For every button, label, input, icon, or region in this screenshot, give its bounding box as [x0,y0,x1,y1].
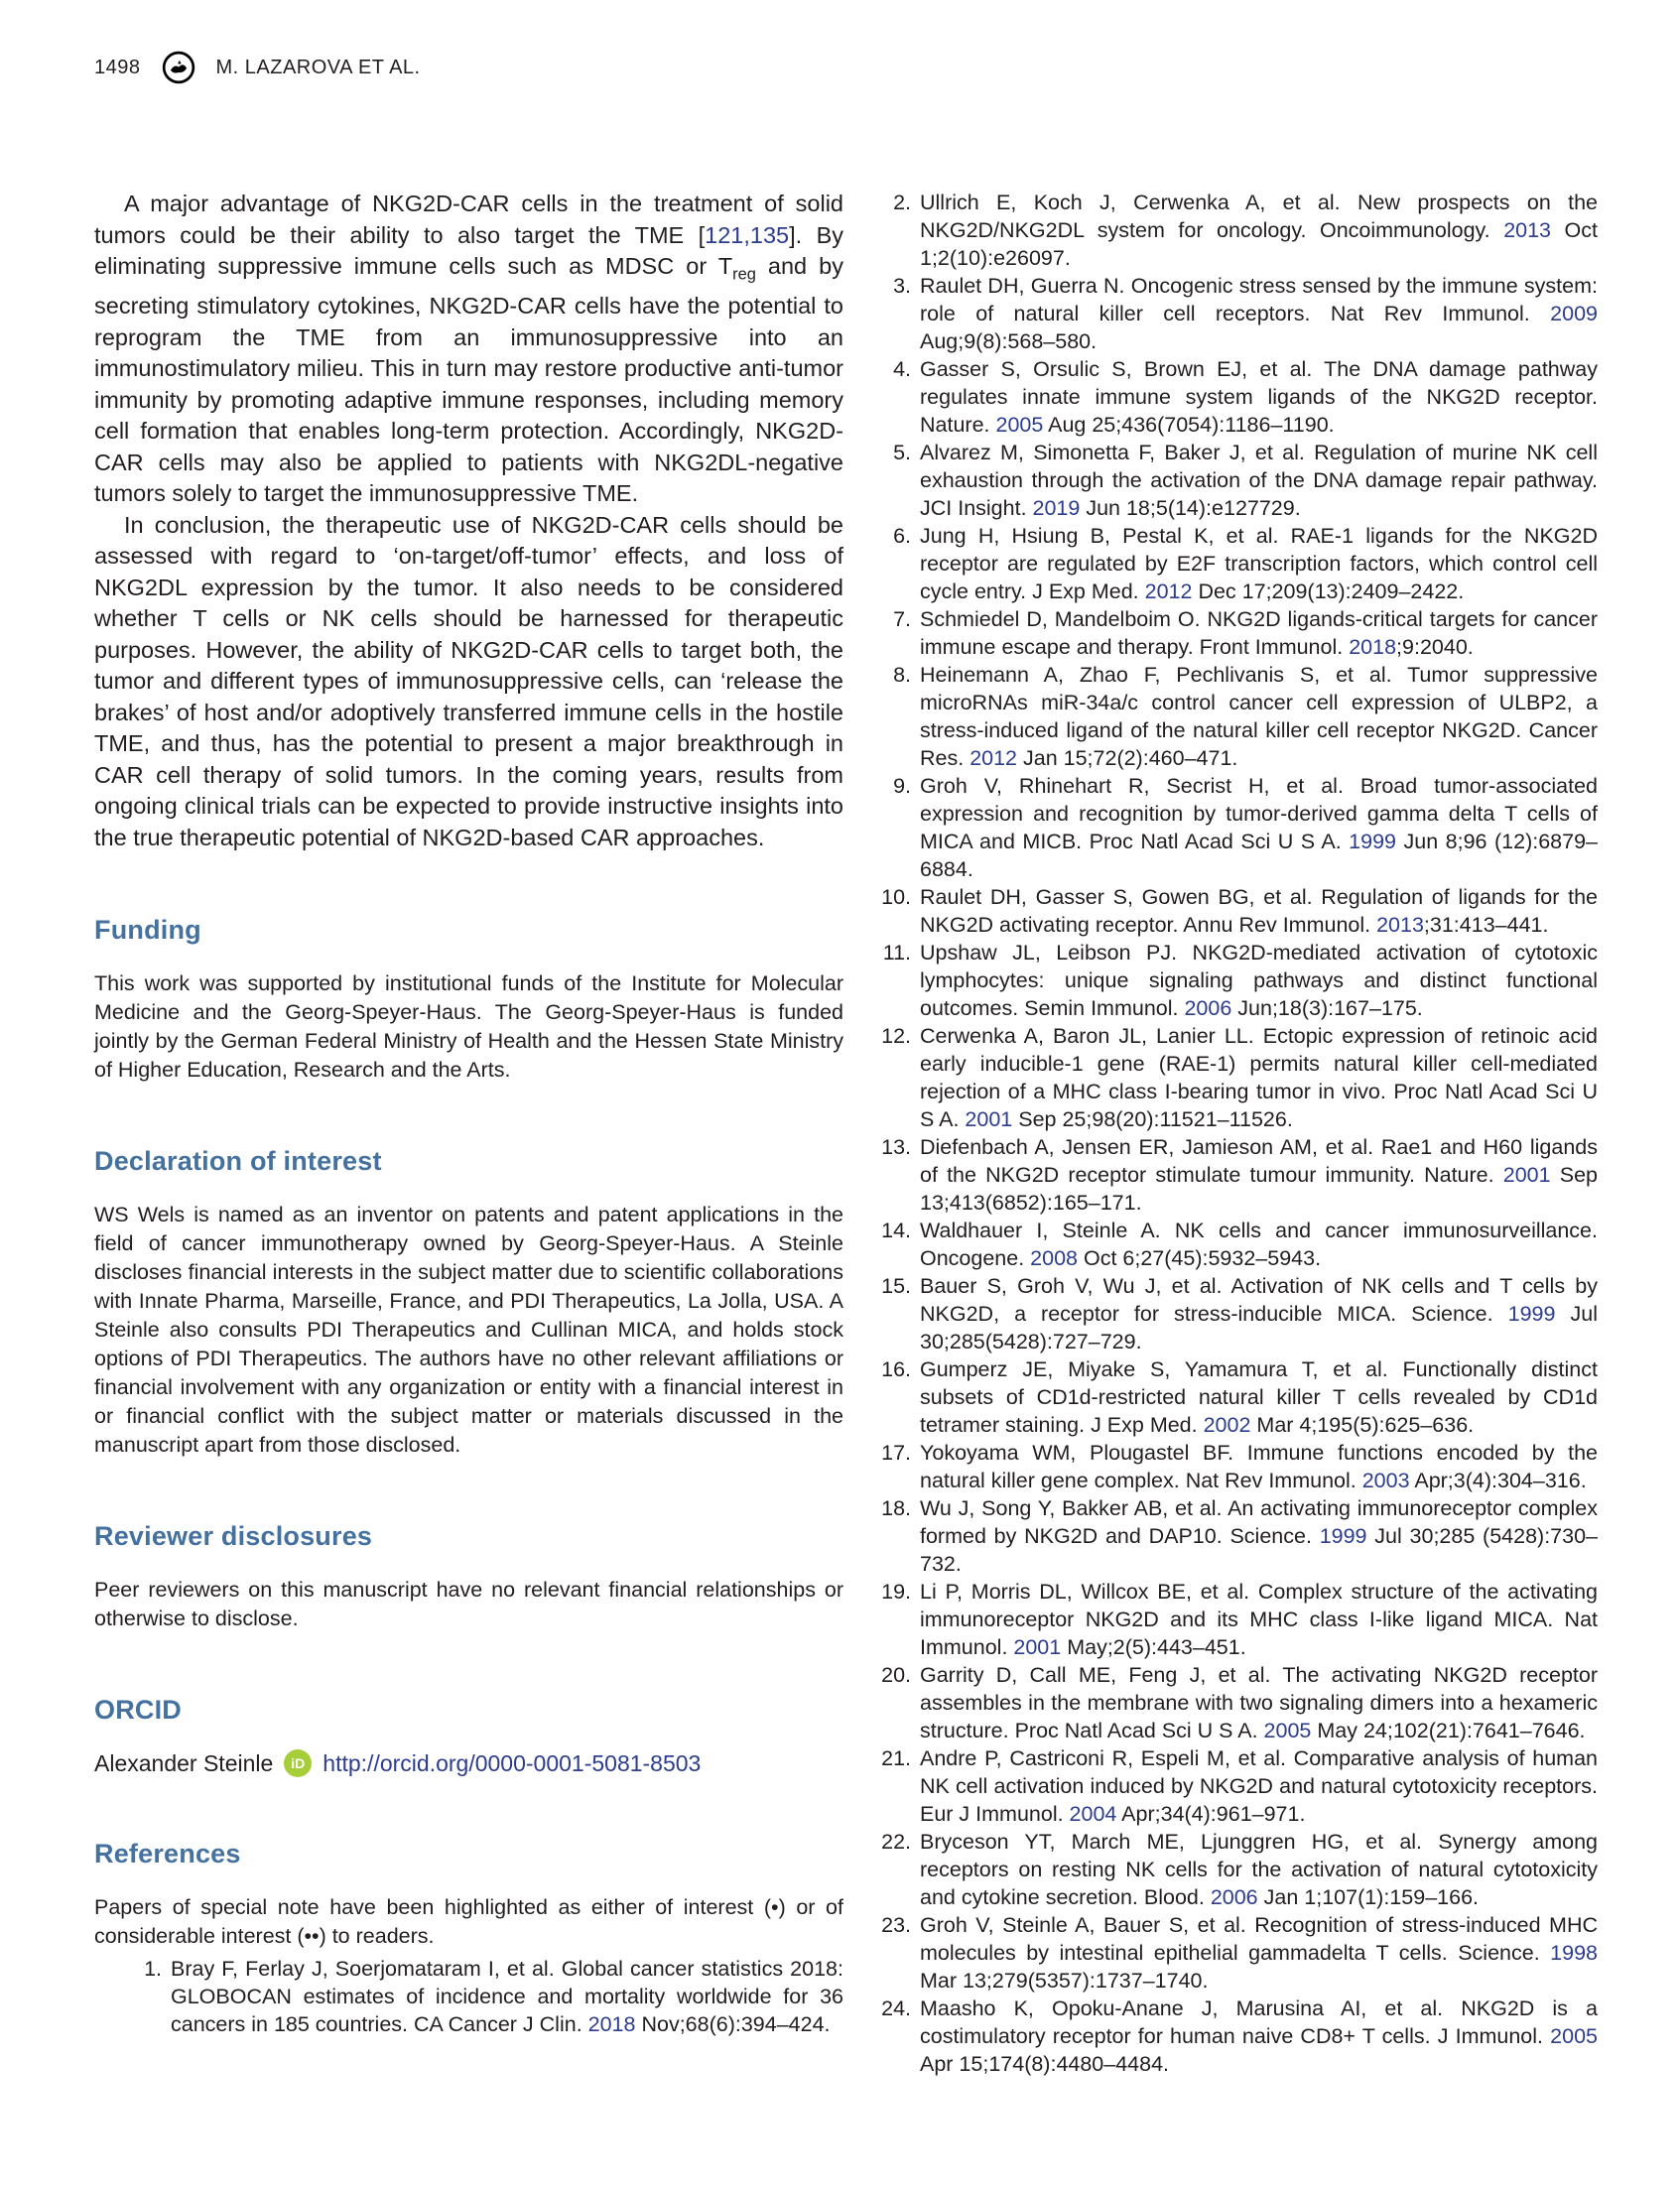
reference-year-link[interactable]: 2006 [1210,1885,1258,1909]
reference-item [873,355,1598,439]
reference-text [171,1955,843,2038]
reference-item [873,1022,1598,1133]
reference-number: 6. [893,524,911,548]
reference-item [873,1744,1598,1828]
reference-text [920,1911,1598,1995]
orcid-entry [94,1749,843,1777]
reference-year-link[interactable]: 2018 [1349,635,1397,659]
reference-text [920,1439,1598,1494]
reference-citation-segment: Raulet DH, Gasser S, Gowen BG, et al. Regulation of ligands for the NKG2D activating receptor. Annu Rev Immunol. [920,885,1598,937]
reference-year-link[interactable]: 2018 [587,2012,636,2037]
reference-citation-segment: Jul 30;285 (5428):730–732. [920,1524,1599,1576]
references-note: Papers of special note have been highlighted as either of interest (•) or of considerable interest (••) to readers. [94,1895,843,1949]
reference-citation-segment: Groh V, Steinle A, Bauer S, et al. Recognition of stress-induced MHC molecules by intestinal epithelial gammadelta T cells. Science. [920,1913,1598,1965]
funding-heading: Funding [94,915,201,946]
reference-number: 8. [893,663,911,687]
reference-number: 19. [881,1580,911,1604]
reference-citation-segment: Groh V, Rhinehart R, Secrist H, et al. Broad tumor-associated expression and recognition by tumor-derived gamma delta T cells of MICA and MICB. Proc Natl Acad Sci U S A. [920,774,1598,853]
page-number: 1498 [94,56,141,78]
reference-year-link[interactable]: 2001 [1502,1163,1551,1187]
reference-item [873,1439,1598,1494]
section-funding [94,915,843,1085]
reference-item [873,1578,1598,1661]
reference-number: 2. [893,191,911,214]
intro-paragraph-1 [94,189,843,510]
reference-year-link[interactable]: 1999 [1319,1524,1367,1548]
reference-citation-segment: Oct 6;27(45):5932–5943. [1078,1246,1322,1270]
reference-number: 23. [881,1913,911,1937]
reference-citation-segment: Andre P, Castriconi R, Espeli M, et al. Comparative analysis of human NK cell activation induced by NKG2D and natural cytotoxicity receptors. Eur J Immunol. [920,1746,1598,1826]
reference-citation-segment: Waldhauer I, Steinle A. NK cells and cancer immunosurveillance. Oncogene. [920,1219,1598,1270]
running-header [94,50,1598,85]
section-reviewer-disclosures [94,1521,843,1633]
reference-item [873,1828,1598,1911]
reference-item [873,1911,1598,1995]
reference-citation-segment: May;2(5):443–451. [1061,1635,1246,1659]
reference-text [920,272,1598,355]
reference-text [920,772,1598,883]
reference-item [873,1217,1598,1272]
section-orcid [94,1695,843,1777]
reference-citation-segment: Wu J, Song Y, Bakker AB, et al. An activating immunoreceptor complex formed by NKG2D and DAP10. Science. [920,1496,1598,1548]
reference-number: 21. [881,1746,911,1770]
reference-number: 22. [881,1830,911,1854]
reference-item [873,439,1598,522]
reference-item [873,1661,1598,1744]
reference-number: 4. [893,357,911,381]
section-references [94,1839,843,2038]
paragraph-segment: ]. By eliminating suppressive immune cells such as MDSC or T [94,221,843,279]
reference-citation-segment: Heinemann A, Zhao F, Pechlivanis S, et al. Tumor suppressive microRNAs miR-34a/c control cancer cell expression of ULBP2, a stress-induced ligand of the natural killer cell receptor NKG2D. Cancer Res. [920,663,1598,770]
reference-citation-segment: Maasho K, Opoku-Anane J, Marusina AI, et al. NKG2D is a costimulatory receptor for human naive CD8+ T cells. J Immunol. [920,1996,1598,2048]
reference-text [920,1828,1598,1911]
reference-year-link[interactable]: 2019 [1032,496,1081,520]
funding-text: This work was supported by institutional funds of the Institute for Molecular Medicine and the Georg-Speyer-Haus. The Georg-Speyer-Haus is funded jointly by the German Federal Ministry of Health and the Hessen State Ministry of Higher Education, Research and the Arts. [94,971,843,1083]
reference-text [920,1355,1598,1439]
reference-number: 10. [881,885,911,909]
reference-citation-segment: Jun 8;96 (12):6879–6884. [920,830,1598,881]
right-column [873,189,1598,2078]
reference-item [873,272,1598,355]
reference-text [920,1578,1598,1661]
reference-citation-segment: Alvarez M, Simonetta F, Baker J, et al. Regulation of murine NK cell exhaustion through the activation of the DNA damage repair pathway. JCI Insight. [920,441,1598,520]
reference-number: 13. [881,1135,911,1159]
orcid-id-icon: iD [284,1749,312,1777]
reference-number: 20. [881,1663,911,1687]
reference-year-link[interactable]: 2008 [1030,1246,1079,1270]
taylor-francis-logo-icon [161,50,196,85]
reference-citation-segment: Apr 15;174(8):4480–4484. [920,2052,1170,2076]
reference-citation-segment: Diefenbach A, Jensen ER, Jamieson AM, et al. Rae1 and H60 ligands of the NKG2D receptor stimulate tumour immunity. Nature. [920,1135,1598,1187]
reference-citation-segment: Aug 25;436(7054):1186–1190. [1043,413,1335,437]
reference-text [920,661,1598,772]
reference-citation-segment: Jung H, Hsiung B, Pestal K, et al. RAE-1 ligands for the NKG2D receptor are regulated by E2F transcription factors, which control cell cycle entry. J Exp Med. [920,524,1598,603]
orcid-heading: ORCID [94,1695,182,1726]
reference-citation-segment: Jun;18(3):167–175. [1231,996,1423,1020]
reference-citation-segment: Bauer S, Groh V, Wu J, et al. Activation of NK cells and T cells by NKG2D, a receptor for stress-inducible MICA. Science. [920,1274,1598,1326]
reference-citation-segment: Garrity D, Call ME, Feng J, et al. The activating NKG2D receptor assembles in the membrane with two signaling dimers into a hexameric structure. Proc Natl Acad Sci U S A. [920,1663,1598,1742]
reference-item [873,1995,1598,2078]
reference-text [920,605,1598,661]
reference-number: 1. [144,1957,162,1982]
reference-list-left [124,1955,843,2038]
reference-year-link[interactable]: 2005 [1550,2024,1598,2048]
reference-citation-segment: Jun 18;5(14):e127729. [1080,496,1301,520]
reference-text [920,439,1598,522]
reference-citation-segment: Dec 17;209(13):2409–2422. [1192,579,1465,603]
reference-year-link[interactable]: 2012 [969,746,1018,770]
reference-number: 15. [881,1274,911,1298]
reference-year-link[interactable]: 1999 [1349,830,1397,853]
reference-citation-segment: Apr;3(4):304–316. [1409,1469,1587,1492]
reference-text [920,522,1598,605]
reference-number: 16. [881,1357,911,1381]
section-declaration-of-interest [94,1146,843,1460]
reference-text [920,189,1598,272]
reference-item [873,661,1598,772]
reference-number: 11. [882,941,911,965]
reference-citation-segment: May 24;102(21):7641–7646. [1311,1719,1586,1742]
reference-year-link[interactable]: 1998 [1550,1941,1598,1965]
paragraph-segment: A major advantage of NKG2D-CAR cells in the treatment of solid tumors could be their ability to also target the TME [ [94,191,843,248]
reference-text [920,1995,1598,2078]
reference-item [873,1494,1598,1578]
reference-citation-segment: Gasser S, Orsulic S, Brown EJ, et al. The DNA damage pathway regulates innate immune system ligands of the NKG2D receptor. Nature. [920,357,1598,437]
reference-citation-segment: Li P, Morris DL, Willcox BE, et al. Complex structure of the activating immunoreceptor NKG2D and its MHC class I-like ligand MICA. Nat Immunol. [920,1580,1598,1659]
reference-number: 7. [893,607,911,631]
reference-citation-segment: Ullrich E, Koch J, Cerwenka A, et al. New prospects on the NKG2D/NKG2DL system for oncology. Oncoimmunology. [920,191,1598,242]
reference-year-link[interactable]: 2001 [965,1107,1013,1131]
reference-citation-segment: Raulet DH, Guerra N. Oncogenic stress sensed by the immune system: role of natural killer cell receptors. Nat Rev Immunol. [920,274,1598,325]
declaration-text: WS Wels is named as an inventor on patents and patent applications in the field of cancer immunotherapy owned by Georg-Speyer-Haus. A Steinle discloses financial interests in the subject matter due to scientific collaborations with Innate Pharma, Marseille, France, and PDI Therapeutics, La Jolla, USA. A Steinle also consults PDI Therapeutics and Cullinan MICA, and holds stock options of PDI Therapeutics. The authors have no other relevant affiliations or financial involvement with any organization or entity with a financial interest in or financial conflict with the subject matter or materials discussed in the manuscript apart from those disclosed. [94,1203,843,1458]
reference-item [873,522,1598,605]
reference-year-link[interactable]: 2009 [1550,302,1598,325]
reference-year-link[interactable]: 2013 [1376,913,1424,937]
reference-item [873,1355,1598,1439]
reference-citation-segment: Cerwenka A, Baron JL, Lanier LL. Ectopic expression of retinoic acid early inducible-1 gene (RAE-1) permits natural killer cell-mediated rejection of a MHC class I-bearing tumor in vivo. Proc Natl Acad Sci U S A. [920,1024,1598,1131]
reference-year-link[interactable]: 2005 [995,413,1044,437]
reference-citation-segment: Schmiedel D, Mandelboim O. NKG2D ligands-critical targets for cancer immune escape and therapy. Front Immunol. [920,607,1598,659]
reference-text [920,1272,1598,1355]
reference-year-link[interactable]: 2013 [1503,218,1552,242]
reference-citation-segment: Sep 13;413(6852):165–171. [920,1163,1598,1215]
reference-citation-segment: Mar 4;195(5):625–636. [1250,1413,1475,1437]
reference-year-link[interactable]: 1999 [1507,1302,1556,1326]
citation-link[interactable]: 121,135 [705,221,790,248]
reference-number: 24. [881,1996,911,2020]
reference-citation-segment: Mar 13;279(5357):1737–1740. [920,1969,1209,1993]
reference-item [873,939,1598,1022]
reference-citation-segment: Aug;9(8):568–580. [920,329,1098,353]
reference-citation-segment: Jan 1;107(1):159–166. [1257,1885,1479,1909]
reference-citation-segment: Gumperz JE, Miyake S, Yamamura T, et al. Functionally distinct subsets of CD1d-restricted natural killer T cells revealed by CD1d tetramer staining. J Exp Med. [920,1357,1598,1437]
reference-citation-segment: Upshaw JL, Leibson PJ. NKG2D-mediated activation of cytotoxic lymphocytes: unique signaling pathways and distinct functional outcomes. Semin Immunol. [920,941,1598,1020]
reference-item [873,883,1598,939]
reference-text [920,1661,1598,1744]
two-column-layout [94,189,1598,2078]
running-authors: M. LAZAROVA ET AL. [215,56,421,78]
reference-item [873,605,1598,661]
left-column [94,189,843,2078]
reference-citation-segment: Apr;34(4):961–971. [1116,1802,1306,1826]
reference-item [873,1272,1598,1355]
reference-text [920,1022,1598,1133]
reference-text [920,1744,1598,1828]
reference-item [873,1133,1598,1217]
reference-item [124,1955,843,2038]
reference-number: 18. [881,1496,911,1520]
reference-citation-segment: Bryceson YT, March ME, Ljunggren HG, et al. Synergy among receptors on resting NK cells for the activation of natural cytotoxicity and cytokine secretion. Blood. [920,1830,1598,1909]
reference-year-link[interactable]: 2005 [1263,1719,1312,1742]
reference-number: 9. [893,774,911,798]
reference-text [920,883,1598,939]
reference-item [873,189,1598,272]
reference-citation-segment: Nov;68(6):394–424. [635,2012,831,2037]
reference-text [920,1133,1598,1217]
reference-number: 17. [881,1441,911,1465]
reference-year-link[interactable]: 2012 [1144,579,1193,603]
orcid-link[interactable]: http://orcid.org/0000-0001-5081-8503 [323,1749,702,1776]
reference-citation-segment: Jul 30;285(5428):727–729. [920,1302,1598,1353]
subscript-reg: reg [732,265,756,284]
intro-paragraph-2: In conclusion, the therapeutic use of NKG2D-CAR cells should be assessed with regard to ‘on-target/off-tumor’ effects, and loss of NKG2DL expression by the tumor. It also needs to be considered whether T cells or NK cells should be harnessed for therapeutic purposes. However, the ability of NKG2D-CAR cells to target both, the tumor and different types of immunosuppressive cells, can ‘release the brakes’ of host and/or adoptively transferred immune cells in the hostile TME, and thus, has the potential to present a major breakthrough in CAR cell therapy of solid tumors. In the coming years, results from ongoing clinical trials can be expected to provide instructive insights into the true therapeutic potential of NKG2D-based CAR approaches. [94,511,843,850]
reference-year-link[interactable]: 2006 [1184,996,1232,1020]
reference-citation-segment: Sep 25;98(20):11521–11526. [1012,1107,1293,1131]
reference-number: 14. [881,1219,911,1242]
declaration-heading: Declaration of interest [94,1146,382,1177]
reviewer-disclosures-text: Peer reviewers on this manuscript have no relevant financial relationships or otherwise to disclose. [94,1578,843,1631]
reference-number: 12. [881,1024,911,1048]
reference-year-link[interactable]: 2004 [1069,1802,1117,1826]
reference-text [920,355,1598,439]
reference-citation-segment: Yokoyama WM, Plougastel BF. Immune functions encoded by the natural killer gene complex. Nat Rev Immunol. [920,1441,1598,1492]
reference-citation-segment: Oct 1;2(10):e26097. [920,218,1598,270]
paragraph-segment: and by secreting stimulatory cytokines, NKG2D-CAR cells have the potential to reprogram the TME from an immunosuppressive into an immunostimulatory milieu. This in turn may restore productive anti-tumor immunity by promoting adaptive immune responses, including memory cell formation that enables long-term protection. Accordingly, NKG2D-CAR cells may also be applied to patients with NKG2DL-negative tumors solely to target the immunosuppressive TME. [94,253,843,507]
reference-year-link[interactable]: 2002 [1203,1413,1251,1437]
reference-text [920,1217,1598,1272]
reference-citation-segment: Jan 15;72(2):460–471. [1017,746,1238,770]
reviewer-disclosures-heading: Reviewer disclosures [94,1521,373,1552]
reference-text [920,1494,1598,1578]
reference-text [920,939,1598,1022]
reference-item [873,772,1598,883]
reference-year-link[interactable]: 2001 [1013,1635,1062,1659]
reference-number: 3. [893,274,911,298]
reference-citation-segment: ;9:2040. [1396,635,1474,659]
references-heading: References [94,1839,241,1869]
orcid-author-name: Alexander Steinle [94,1749,274,1776]
reference-list-right [873,189,1598,2078]
reference-citation-segment: Bray F, Ferlay J, Soerjomataram I, et al. Global cancer statistics 2018: GLOBOCAN estimates of incidence and mortality worldwide for 36 cancers in 185 countries. CA Cancer J Clin. [171,1957,843,2037]
reference-number: 5. [893,441,911,464]
reference-citation-segment: ;31:413–441. [1423,913,1549,937]
reference-year-link[interactable]: 2003 [1361,1469,1410,1492]
